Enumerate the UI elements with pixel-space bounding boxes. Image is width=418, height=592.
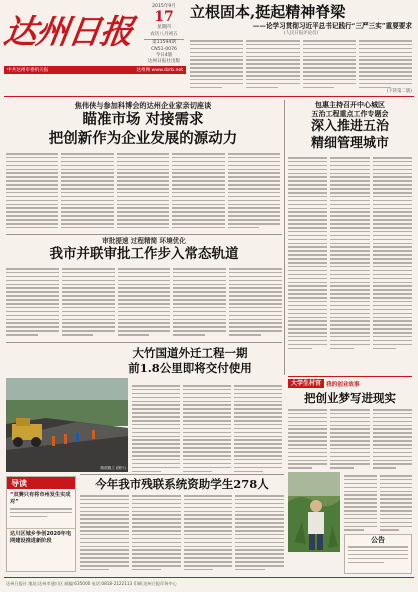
road-photo-caption: 路面施工 (图片) [100, 466, 126, 470]
approval-kicker: 审批提速 过程精简 环境优化 [102, 237, 186, 245]
notice-box [344, 534, 412, 574]
road-headline-2: 前1.8公里即将交付使用 [128, 361, 252, 375]
approval-story [6, 236, 282, 340]
top-story-headline: 立根固本,挺起精神脊梁 [190, 3, 346, 21]
feature-tag [288, 378, 412, 389]
feature-body-lower [344, 474, 412, 532]
footer-rule [4, 577, 414, 578]
lead-story [6, 100, 280, 232]
banner-site: 达州网 www.dzrb.net [136, 68, 183, 73]
road-body [132, 384, 282, 472]
top-story [190, 3, 412, 95]
lead-headline-2: 把创新作为企业发展的源动力 [48, 130, 238, 147]
top-story-body [190, 39, 412, 89]
cn-number: CN51-0076 [151, 46, 177, 52]
road-headline-block [96, 346, 284, 382]
road-top-rule [6, 342, 282, 343]
right-story [288, 100, 412, 372]
date-panel [144, 4, 184, 66]
road-photo [6, 378, 128, 472]
right-headline-1: 深入推进五治 [310, 119, 389, 134]
farm-portrait-image [288, 472, 340, 552]
approval-body [6, 267, 282, 339]
feature-top-rule [288, 376, 412, 377]
day-number: 17 [154, 9, 174, 26]
approval-headline: 我市并联审批工作步入常态轨道 [49, 246, 239, 262]
feature-body-upper [288, 408, 412, 470]
banner-slogan: 中共达州市委机关报 [7, 68, 49, 73]
road-construction-image [6, 378, 128, 472]
lead-headline-1: 瞄准市场 对接需求 [82, 111, 204, 128]
guide-box [6, 476, 76, 572]
notice-title: 公告 [371, 535, 385, 544]
masthead [1, 4, 140, 62]
weekday: 星期四 [157, 25, 171, 31]
top-story-jump: (下转第二版) [386, 89, 412, 94]
feature-photo [288, 472, 340, 552]
guide-item-2[interactable]: 达川区城乡争创2020年电网建设推进新阶段 [7, 528, 75, 547]
guide-item-1-snippet [10, 508, 72, 528]
aid-headline: 今年我市残联系统资助学生278人 [95, 477, 269, 491]
masthead-rule [4, 96, 414, 97]
lead-kicker: 焦伟侠与参加科博会的达州企业家亲切座谈 [74, 101, 212, 110]
lunar-date: 农历八月初五 [150, 31, 178, 37]
vertical-divider [284, 100, 285, 375]
top-story-byline: (人民日报评论员) [283, 31, 319, 36]
top-story-subheadline: ——论学习贯彻习近平总书记践行“三严三实”重要要求 [252, 22, 412, 30]
date-line: 2015年9月 [152, 4, 176, 9]
footer-text: 达州日报社 地址:达州市通川区 邮编:635000 电话:0818-2122113 印刷:达州日报印务中心 [6, 581, 177, 586]
notice-body [348, 546, 408, 563]
newspaper-logo: 达州日报 [1, 12, 135, 51]
aid-top-rule [80, 474, 284, 475]
guide-title: 导读 [7, 477, 75, 489]
feature-tag-label: 大学生村官 [288, 379, 324, 388]
aid-body [80, 494, 284, 572]
approval-top-rule [6, 234, 282, 235]
right-kicker-2: 五治工程重点工作专题会 [311, 109, 389, 118]
right-body [288, 156, 412, 356]
publisher: 达州日报社出版 [147, 59, 181, 65]
road-headline-1: 大竹国道外迁工程一期 [132, 346, 248, 360]
lead-body [6, 152, 280, 232]
feature-headline: 把创业梦写进现实 [304, 391, 396, 405]
feature-tag-sub: 我的创业故事 [326, 381, 360, 388]
right-kicker-1: 包惠主持召开中心城区 [315, 100, 385, 109]
page-count: 今日4版 [155, 53, 173, 59]
issue-number: 第11594期 [144, 39, 184, 46]
banner-bar [4, 66, 186, 74]
guide-item-1[interactable]: “双赛只有将市州发生实成对” [10, 492, 71, 505]
right-headline-2: 精细管理城市 [310, 136, 389, 151]
